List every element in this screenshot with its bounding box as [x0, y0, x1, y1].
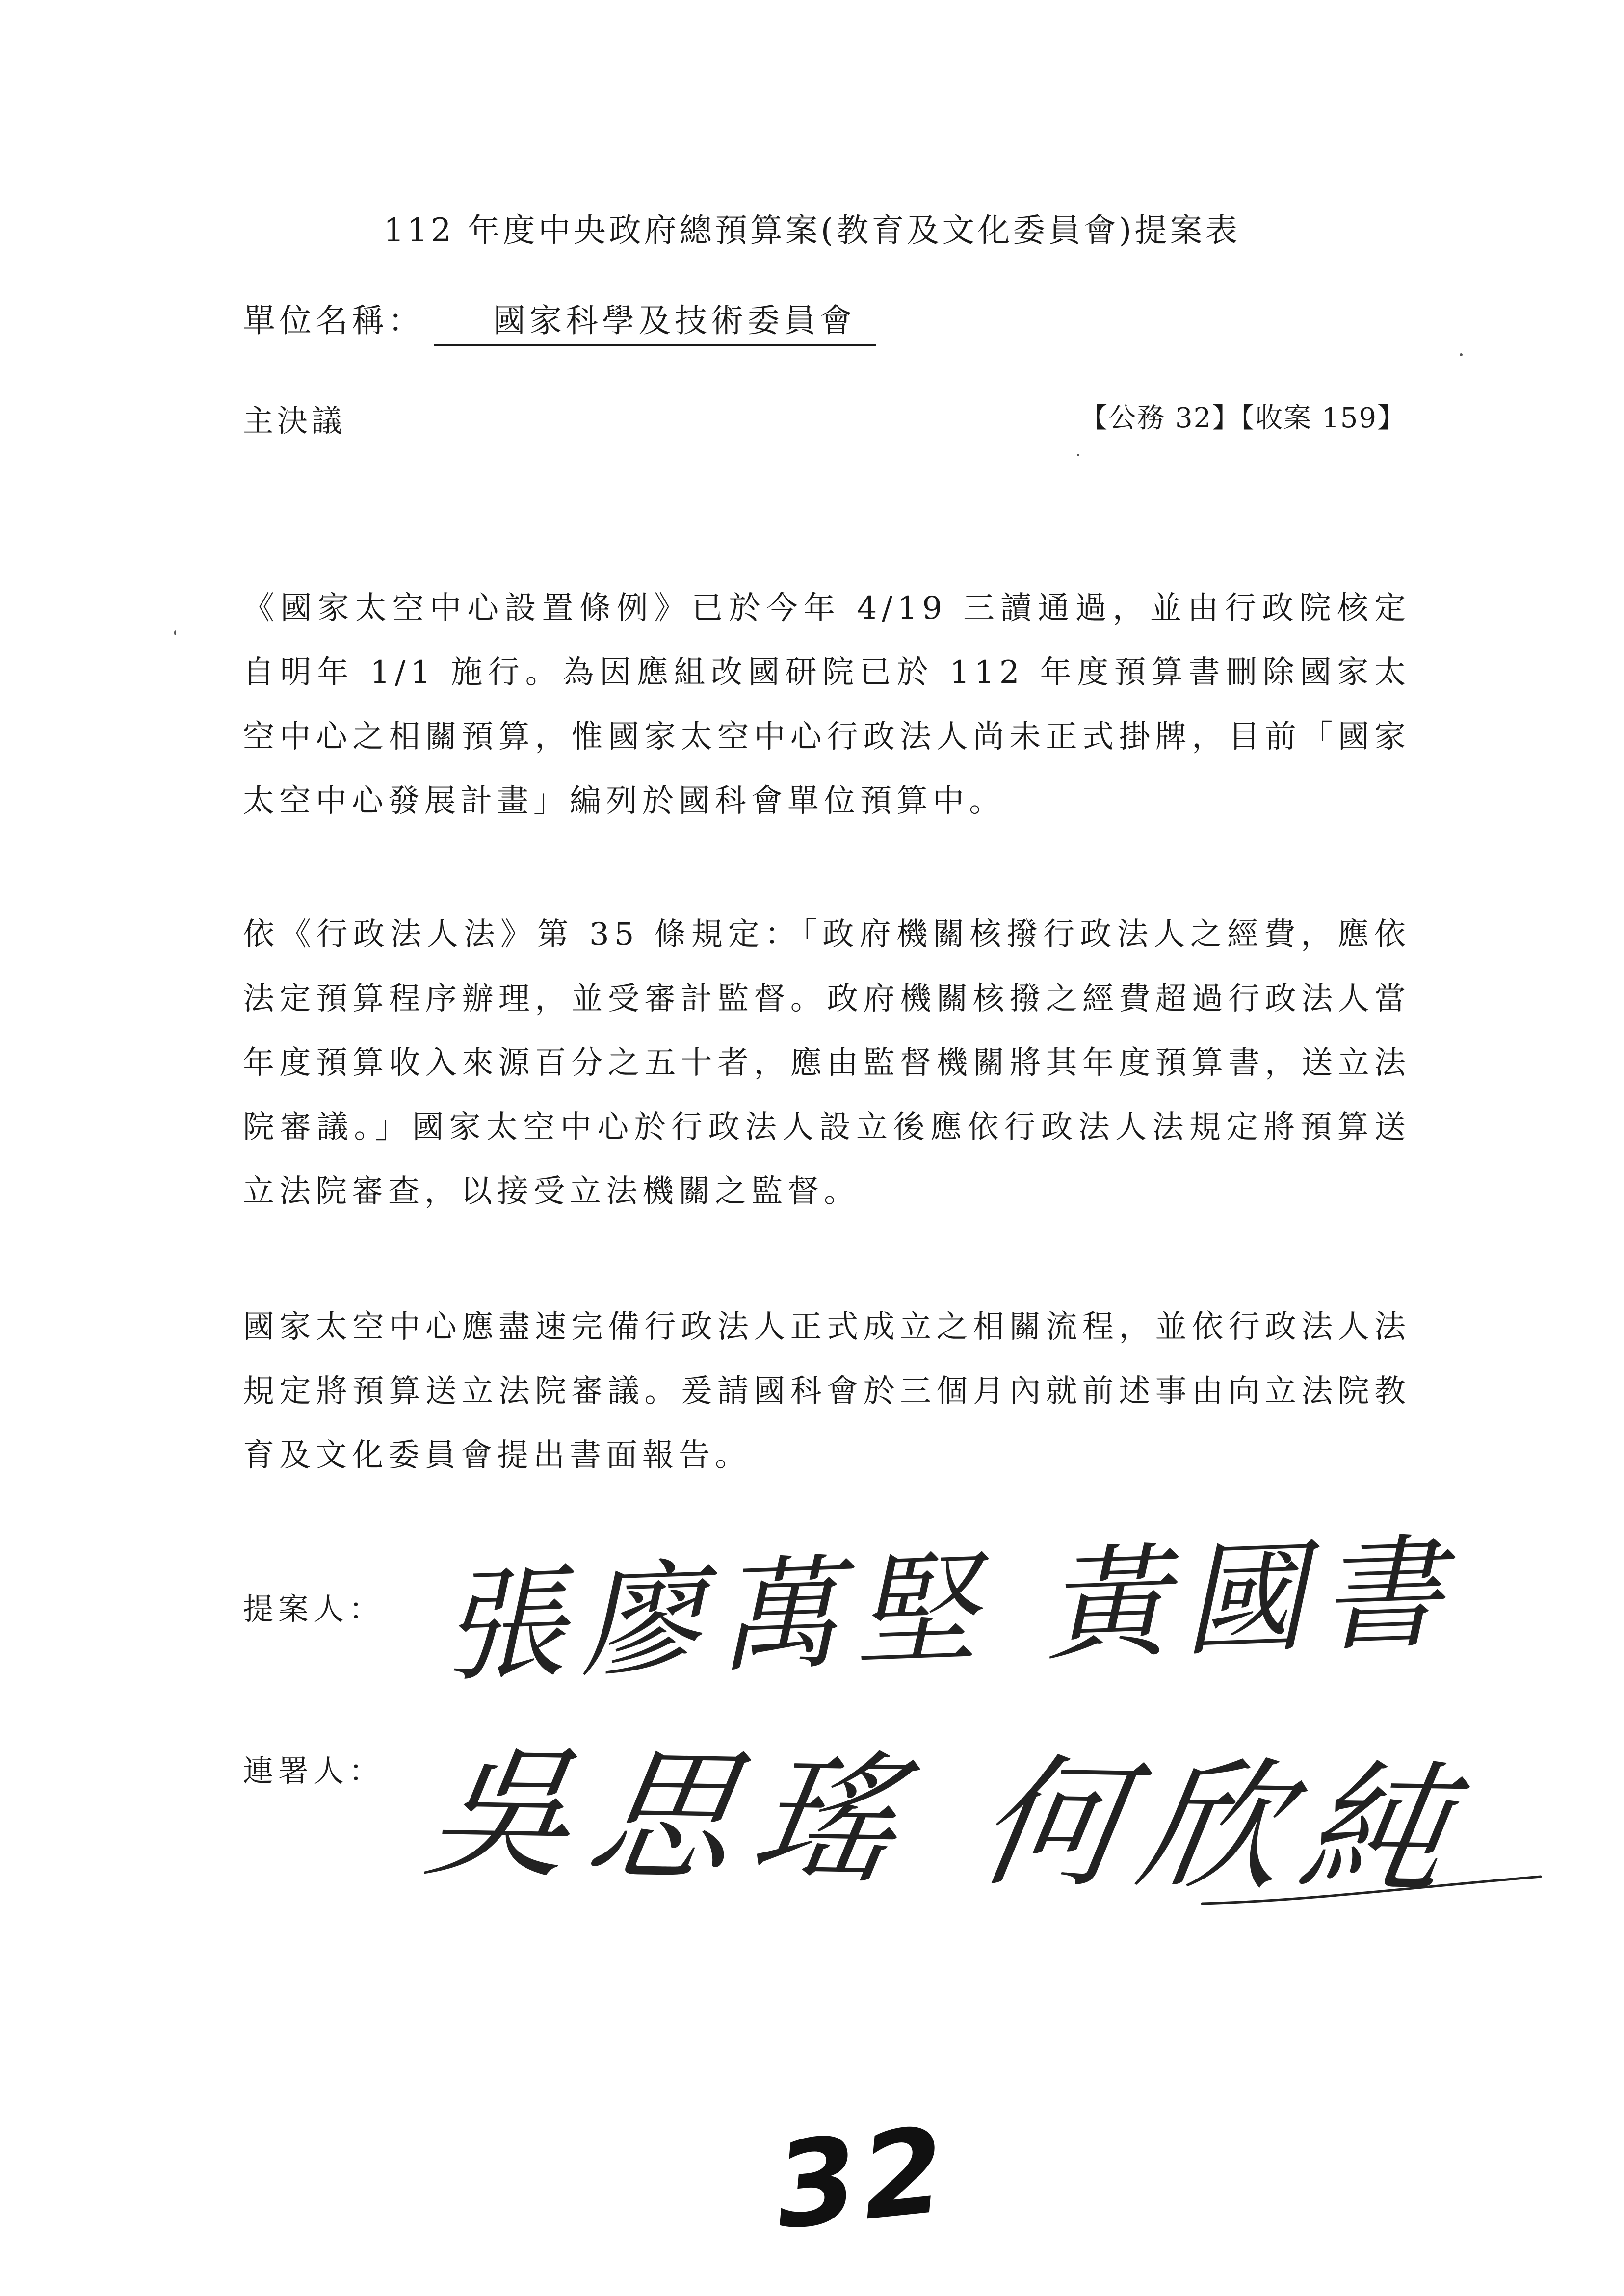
cosigner-label: 連署人：: [243, 1753, 385, 1789]
signature-tail-stroke: [1202, 1874, 1545, 1913]
proposer-label: 提案人：: [243, 1591, 385, 1627]
paragraph-legal-basis: 依《行政法人法》第 35 條規定：「政府機關核撥行政法人之經費，應依法定預算程序辦理，並受審計監督。政府機關核撥之經費超過行政法人當年度預算收入來源百分之五十者，應由監督機關將其年度預算書，送立法院審議。」國家太空中心於行政法人設立後應依行政法人法規定將預算送立法院審查，以接受立法機關之監督。: [243, 916, 1411, 1210]
scan-speck: [174, 630, 176, 635]
cosigner-signature: 吳思瑤 何欣純: [417, 1730, 1479, 1914]
proposer-signature: 張廖萬堅 黃國書: [440, 1520, 1460, 1699]
unit-row: [243, 294, 876, 346]
paragraph-background: 《國家太空中心設置條例》已於今年 4/19 三讀通過，並由行政院核定自明年 1/1 施行。為因應組改國研院已於 112 年度預算書刪除國家太空中心之相關預算，惟國家太空中心行政法人尚未正式掛牌，目前「國家太空中心發展計畫」編列於國科會單位預算中。: [243, 590, 1411, 819]
scan-speck: [1077, 454, 1079, 456]
unit-label: 單位名稱：: [243, 302, 424, 339]
case-tags: 【公務 32】【收案 159】: [1080, 402, 1406, 434]
paragraph-resolution: 國家太空中心應盡速完備行政法人正式成立之相關流程，並依行政法人法規定將預算送立法院審議。爰請國科會於三個月內就前述事由向立法院教育及文化委員會提出書面報告。: [243, 1309, 1411, 1474]
document-title: 112 年度中央政府總預算案(教育及文化委員會)提案表: [383, 211, 1241, 249]
scan-speck: [1460, 353, 1463, 356]
page-number: 32: [768, 2101, 956, 2256]
unit-name: 國家科學及技術委員會: [434, 294, 876, 346]
section-label: 主決議: [243, 403, 346, 439]
